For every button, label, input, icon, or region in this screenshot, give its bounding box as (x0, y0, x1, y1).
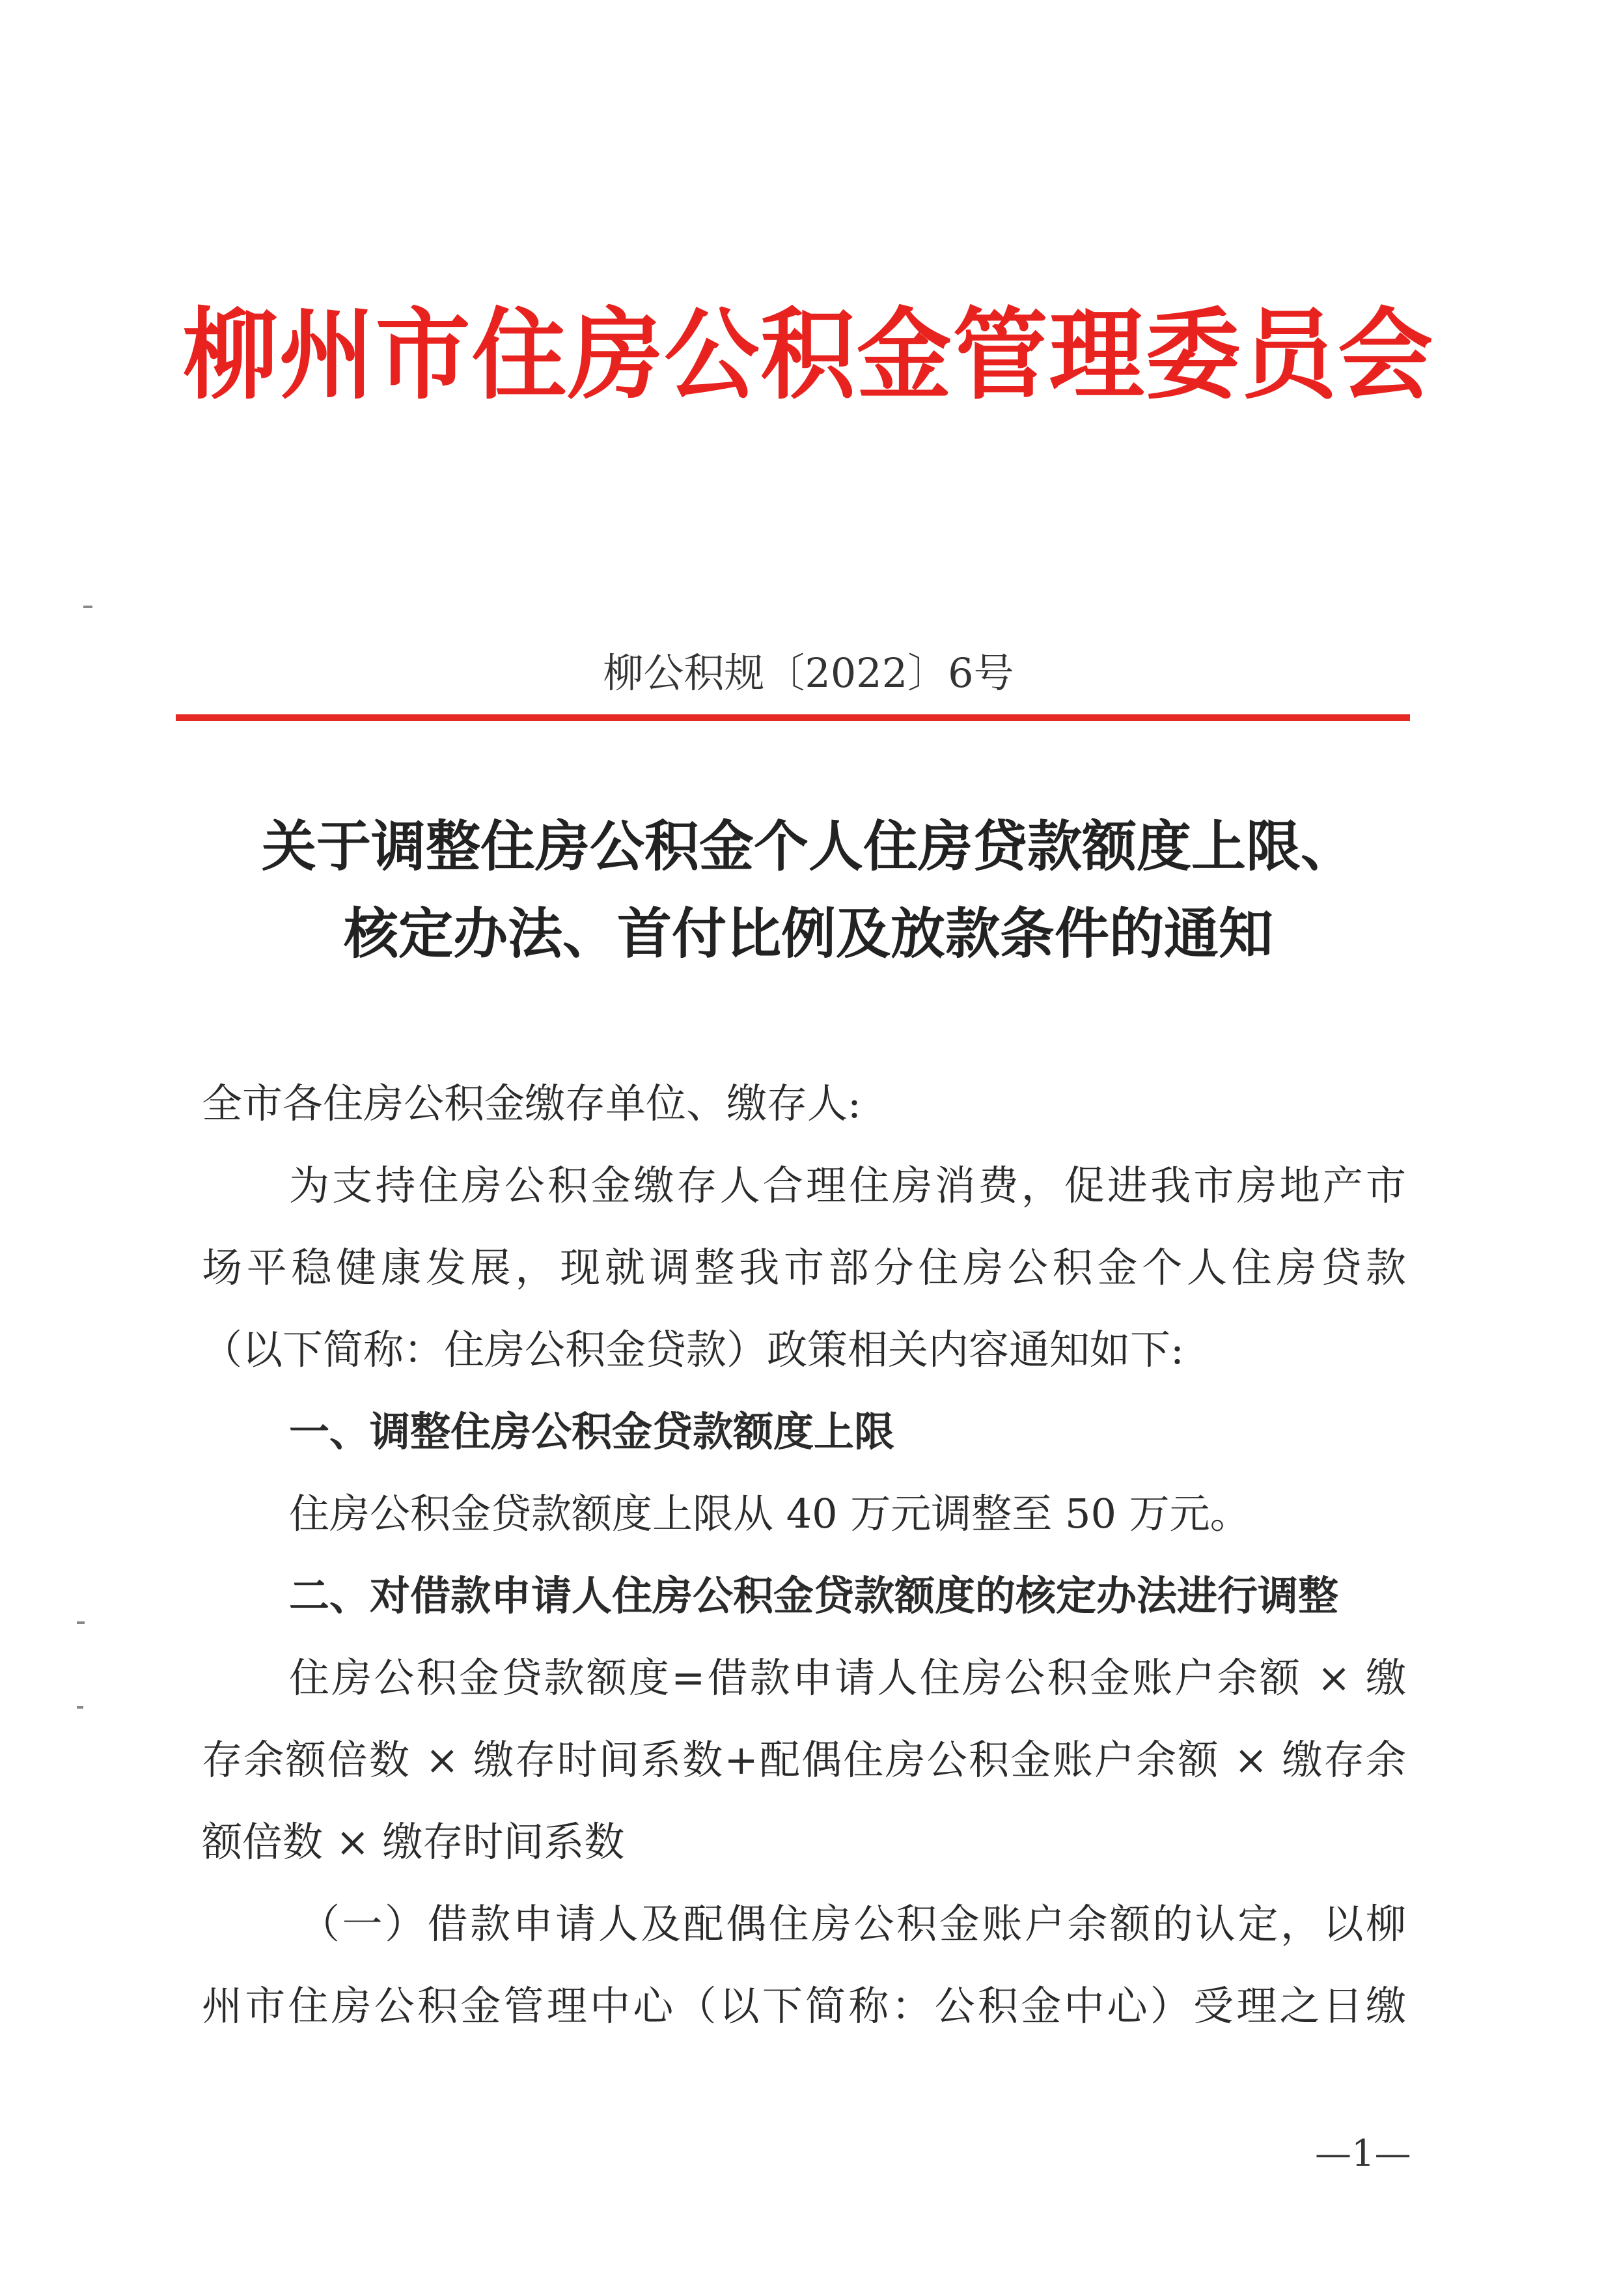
formula-line: 存余额倍数 × 缴存时间系数+配偶住房公积金账户余额 × 缴存余 (202, 1736, 1406, 1784)
document-number: 柳公积规〔2022〕6号 (603, 649, 1014, 697)
salutation: 全市各住房公积金缴存单位、缴存人: (202, 1080, 861, 1127)
scan-mark (77, 1706, 83, 1709)
section-heading: 一、调整住房公积金贷款额度上限 (289, 1408, 895, 1455)
red-divider-line (176, 714, 1410, 721)
document-title-line-2: 核定办法、首付比例及放款条件的通知 (343, 902, 1273, 966)
scan-mark (83, 606, 92, 608)
paragraph-line: （一）借款申请人及配偶住房公积金账户余额的认定，以柳 (299, 1900, 1406, 1948)
paragraph-line: （以下简称：住房公积金贷款）政策相关内容通知如下: (202, 1326, 1184, 1373)
page-number: —1— (1315, 2133, 1411, 2175)
paragraph-line: 住房公积金贷款额度上限从 40 万元调整至 50 万元。 (289, 1490, 1251, 1537)
paragraph-line: 场平稳健康发展，现就调整我市部分住房公积金个人住房贷款 (202, 1244, 1406, 1291)
scan-mark (77, 1621, 85, 1624)
formula-line: 额倍数 × 缴存时间系数 (202, 1818, 625, 1866)
formula-line: 住房公积金贷款额度=借款申请人住房公积金账户余额 × 缴 (289, 1654, 1406, 1701)
section-heading: 二、对借款申请人住房公积金贷款额度的核定办法进行调整 (289, 1572, 1339, 1619)
paragraph-line: 为支持住房公积金缴存人合理住房消费，促进我市房地产市 (289, 1162, 1406, 1209)
document-title-line-1: 关于调整住房公积金个人住房贷款额度上限、 (261, 815, 1355, 878)
issuer-header: 柳州市住房公积金管理委员会 (183, 298, 1434, 413)
paragraph-line: 州市住房公积金管理中心（以下简称：公积金中心）受理之日缴 (202, 1982, 1406, 2030)
